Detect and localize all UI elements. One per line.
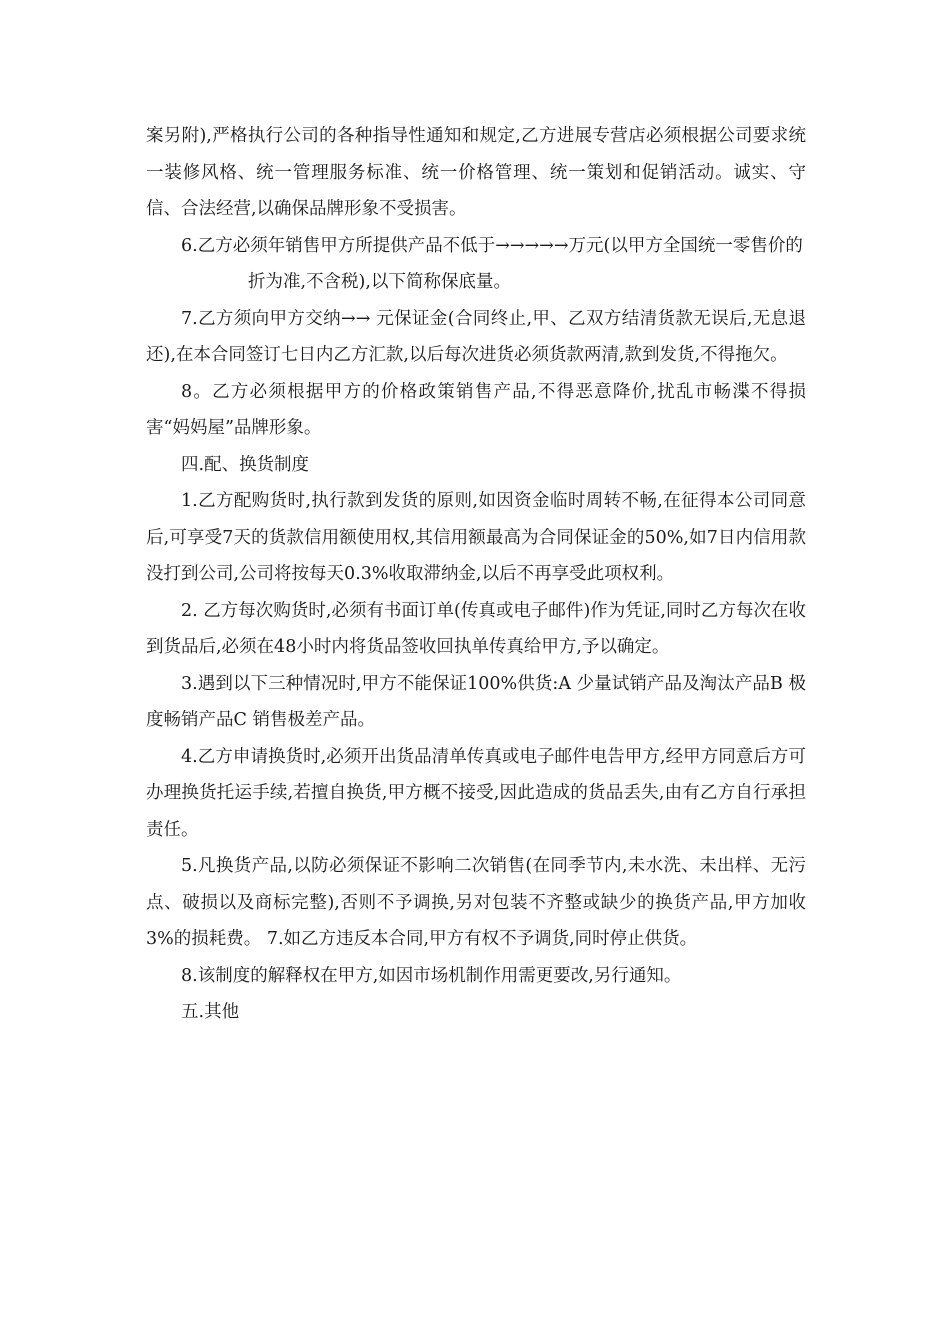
paragraph-item-4: 4.乙方申请换货时,必须开出货品清单传真或电子邮件电告甲方,经甲方同意后方可办理换货托运手续,若擅自换货,甲方概不接受,因此造成的货品丢失,由有乙方自行承担责任。 [146,746,806,840]
paragraph-clause-6: 6.乙方必须年销售甲方所提供产品不低于→→→→→万元(以甲方全国统一零售价的 [181,235,803,256]
paragraph-continuation: 案另附),严格执行公司的各种指导性通知和规定,乙方进展专营店必须根据公司要求统一装修风格、统一管理服务标准、统一价格管理、统一策划和促销活动。诚实、守信、合法经营,以确保品牌形象不受损害。 [146,126,806,219]
section-heading-4: 四.配、换货制度 [181,454,310,475]
section-heading-5: 五.其他 [181,1002,240,1022]
paragraph-item-5: 5.凡换货产品,以防必须保证不影响二次销售(在同季节内,未水洗、未出样、无污点、破损以及商标完整),否则不予调换,另对包装不齐整或缺少的换货产品,甲方加收3%的损耗费。 7.如乙方违反本合同,甲方有权不予调货,同时停止供货。 [146,856,806,949]
paragraph-clause-8: 8。乙方必须根据甲方的价格政策销售产品,不得恶意降价,扰乱市畅​渫不得损害“妈妈屋”品牌形象。 [146,381,806,438]
paragraph-item-1: 1.乙方配购货时,执行款到发货的原则,如因资金临时周转不畅,在征得本公司同意后,可享受7天的货款信用额使用权,其信用额最高为合同保证金的50%,如7日内信用款没打到公司,公司将按每天0.3%收取滞纳金,以后不再享受此项权利。 [146,491,806,584]
paragraph-item-8: 8.该制度的解释权在甲方,如因市场机制作用需更要改,另行通知。 [181,965,682,986]
paragraph-item-3: 3.遇到以下三种情况时,甲方不能保证100%供货:A 少量试销产品及淘汰产品B 极度畅销产品C 销售极差产品。 [146,673,806,730]
paragraph-clause-7: 7.乙方须向甲方交纳→→ 元保证金(合同终止,甲、乙双方结清货款无误后,无息退还),在本合同签订七日内乙方汇款,以后每次进货必须货款两清,款到发货,不得拖欠。 [146,308,806,365]
document-body [146,118,806,1031]
paragraph-clause-6-continued: 折为准,不含税),以下简称保底量。 [248,272,511,292]
paragraph-item-2: 2. 乙方每次购货时,必须有书面订单(传真或电子邮件)作为凭证,同时乙方每次在收到货品后,必须在48小时内将货品签收回执单传真给甲方,予以确定。 [146,600,806,657]
